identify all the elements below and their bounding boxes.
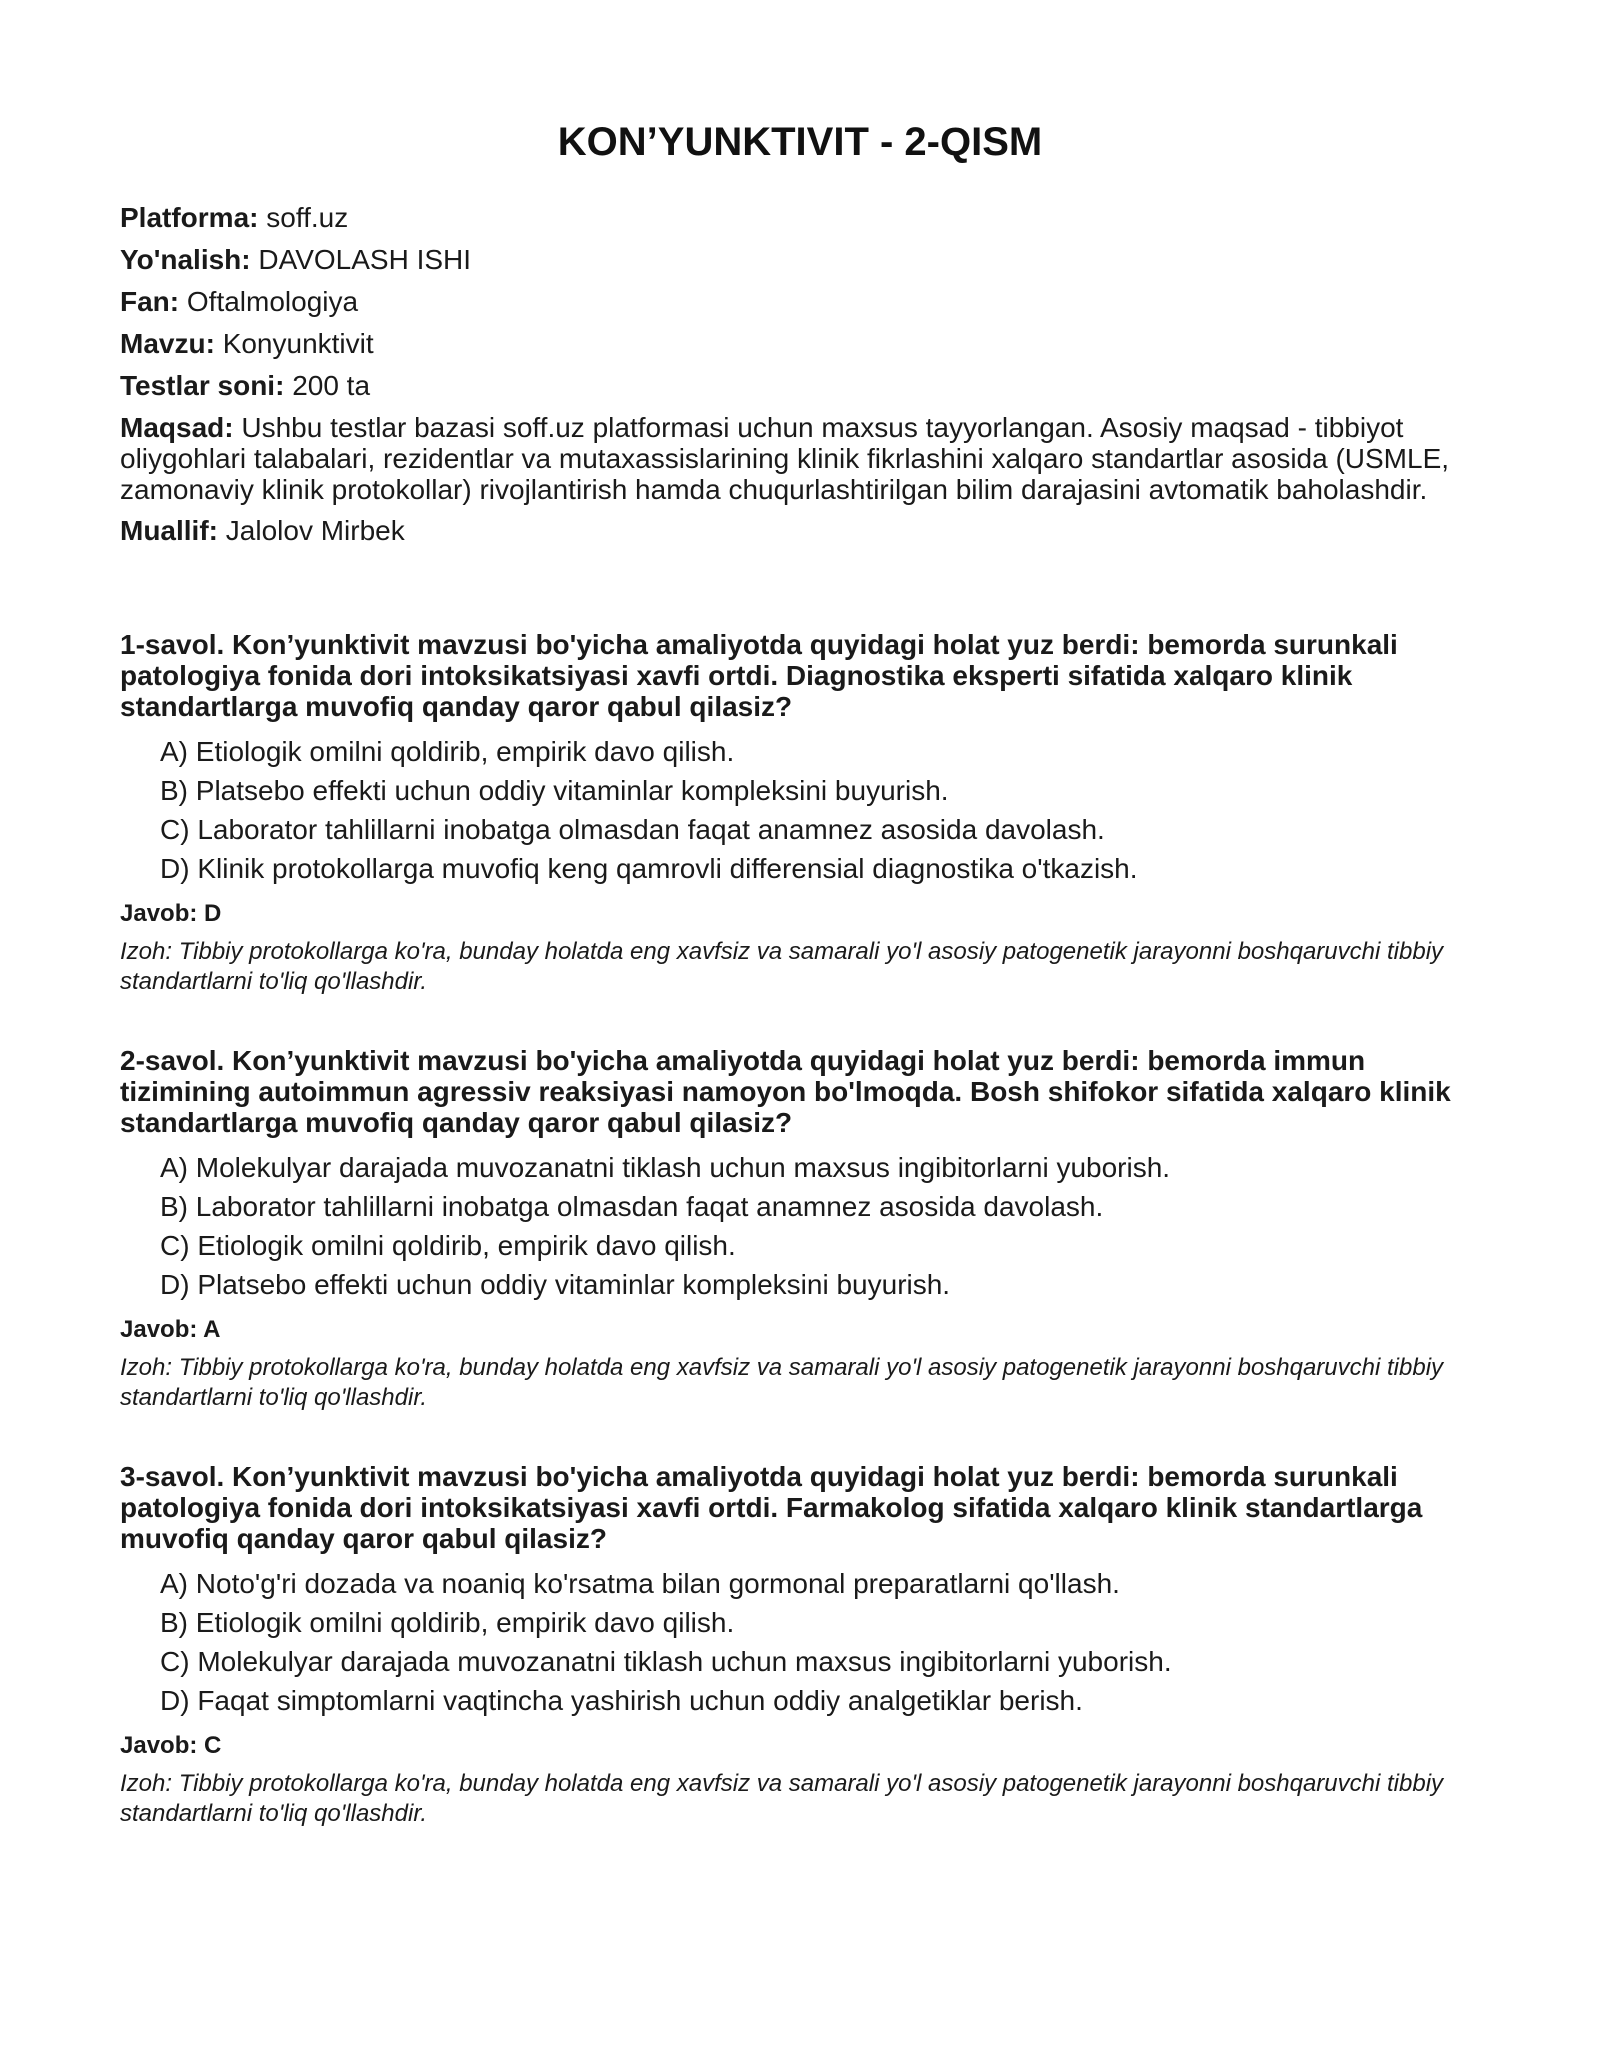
answer-label: Javob: C: [120, 1732, 222, 1759]
options-list: [120, 736, 1480, 885]
option-a: A) Molekulyar darajada muvozanatni tiklash uchun maxsus ingibitorlarni yuborish.: [160, 1152, 1171, 1183]
options-list: [120, 1152, 1480, 1301]
option-b: B) Etiologik omilni qoldirib, empirik davo qilish.: [160, 1607, 735, 1638]
meta-key: Muallif:: [120, 515, 218, 546]
meta-key: Yo'nalish:: [120, 244, 251, 275]
meta-value: Oftalmologiya: [186, 286, 359, 317]
question-3: [120, 1461, 1480, 1829]
meta-value: Ushbu testlar bazasi soff.uz platformasi uchun maxsus tayyorlangan. Asosiy maqsad - tibbiyot oliygohlari talabalari, rezidentlar va mutaxassislarining klinik fikrlashini xalqaro standartlar asosida (USMLE, zamonaviy klinik protokollar) rivojlantirish hamda chuqurlashtirilgan bilim darajasini avtomatik baholashdir.: [120, 412, 1450, 505]
meta-key: Mavzu:: [120, 328, 215, 359]
meta-value: DAVOLASH ISHI: [258, 244, 472, 275]
option-d: D) Klinik protokollarga muvofiq keng qamrovli differensial diagnostika o'tkazish.: [160, 853, 1138, 884]
question-1: [120, 629, 1480, 997]
meta-section: [120, 202, 1480, 547]
option-d: D) Platsebo effekti uchun oddiy vitaminlar kompleksini buyurish.: [160, 1269, 951, 1300]
meta-platforma: [120, 202, 1480, 234]
meta-key: Platforma:: [120, 202, 259, 233]
document-page: [120, 118, 1480, 1877]
document-title: KON’YUNKTIVIT - 2-QISM: [557, 120, 1043, 164]
meta-fan: [120, 286, 1480, 318]
explanation-note: Izoh: Tibbiy protokollarga ko'ra, bunday holatda eng xavfsiz va samarali yo'l asosiy patogenetik jarayonni boshqaruvchi tibbiy standartlarni to'liq qo'llashdir.: [120, 1770, 1444, 1827]
question-text: 1-savol. Kon’yunktivit mavzusi bo'yicha amaliyotda quyidagi holat yuz berdi: bemorda surunkali patologiya fonida dori intoksikatsiyasi xavfi ortdi. Diagnostika eksperti sifatida xalqaro klinik standartlarga muvofiq qanday qaror qabul qilasiz?: [120, 629, 1398, 722]
meta-value: 200 ta: [292, 370, 371, 401]
meta-key: Fan:: [120, 286, 180, 317]
question-2: [120, 1045, 1480, 1413]
options-list: [120, 1568, 1480, 1717]
answer-label: Javob: D: [120, 900, 222, 927]
question-text: 3-savol. Kon’yunktivit mavzusi bo'yicha amaliyotda quyidagi holat yuz berdi: bemorda surunkali patologiya fonida dori intoksikatsiyasi xavfi ortdi. Farmakolog sifatida xalqaro klinik standartlarga muvofiq qanday qaror qabul qilasiz?: [120, 1461, 1423, 1554]
explanation-note: Izoh: Tibbiy protokollarga ko'ra, bunday holatda eng xavfsiz va samarali yo'l asosiy patogenetik jarayonni boshqaruvchi tibbiy standartlarni to'liq qo'llashdir.: [120, 1354, 1444, 1411]
questions-list: [120, 629, 1480, 1829]
option-b: B) Laborator tahlillarni inobatga olmasdan faqat anamnez asosida davolash.: [160, 1191, 1104, 1222]
meta-yonalish: [120, 244, 1480, 276]
answer-label: Javob: A: [120, 1316, 221, 1343]
meta-mavzu: [120, 328, 1480, 360]
option-c: C) Laborator tahlillarni inobatga olmasdan faqat anamnez asosida davolash.: [160, 814, 1105, 845]
meta-value: Konyunktivit: [222, 328, 374, 359]
question-text: 2-savol. Kon’yunktivit mavzusi bo'yicha amaliyotda quyidagi holat yuz berdi: bemorda immun tizimining autoimmun agressiv reaksiyasi namoyon bo'lmoqda. Bosh shifokor sifatida xalqaro klinik standartlarga muvofiq qanday qaror qabul qilasiz?: [120, 1045, 1451, 1138]
meta-value: soff.uz: [266, 202, 349, 233]
meta-key: Maqsad:: [120, 412, 234, 443]
meta-value: Jalolov Mirbek: [225, 515, 405, 546]
meta-maqsad: [120, 412, 1480, 505]
meta-muallif: [120, 515, 1480, 547]
option-a: A) Noto'g'ri dozada va noaniq ko'rsatma bilan gormonal preparatlarni qo'llash.: [160, 1568, 1120, 1599]
meta-key: Testlar soni:: [120, 370, 285, 401]
option-c: C) Etiologik omilni qoldirib, empirik davo qilish.: [160, 1230, 736, 1261]
option-c: C) Molekulyar darajada muvozanatni tiklash uchun maxsus ingibitorlarni yuborish.: [160, 1646, 1172, 1677]
meta-testlar-soni: [120, 370, 1480, 402]
explanation-note: Izoh: Tibbiy protokollarga ko'ra, bunday holatda eng xavfsiz va samarali yo'l asosiy patogenetik jarayonni boshqaruvchi tibbiy standartlarni to'liq qo'llashdir.: [120, 938, 1444, 995]
option-b: B) Platsebo effekti uchun oddiy vitaminlar kompleksini buyurish.: [160, 775, 949, 806]
option-d: D) Faqat simptomlarni vaqtincha yashirish uchun oddiy analgetiklar berish.: [160, 1685, 1083, 1716]
option-a: A) Etiologik omilni qoldirib, empirik davo qilish.: [160, 736, 735, 767]
